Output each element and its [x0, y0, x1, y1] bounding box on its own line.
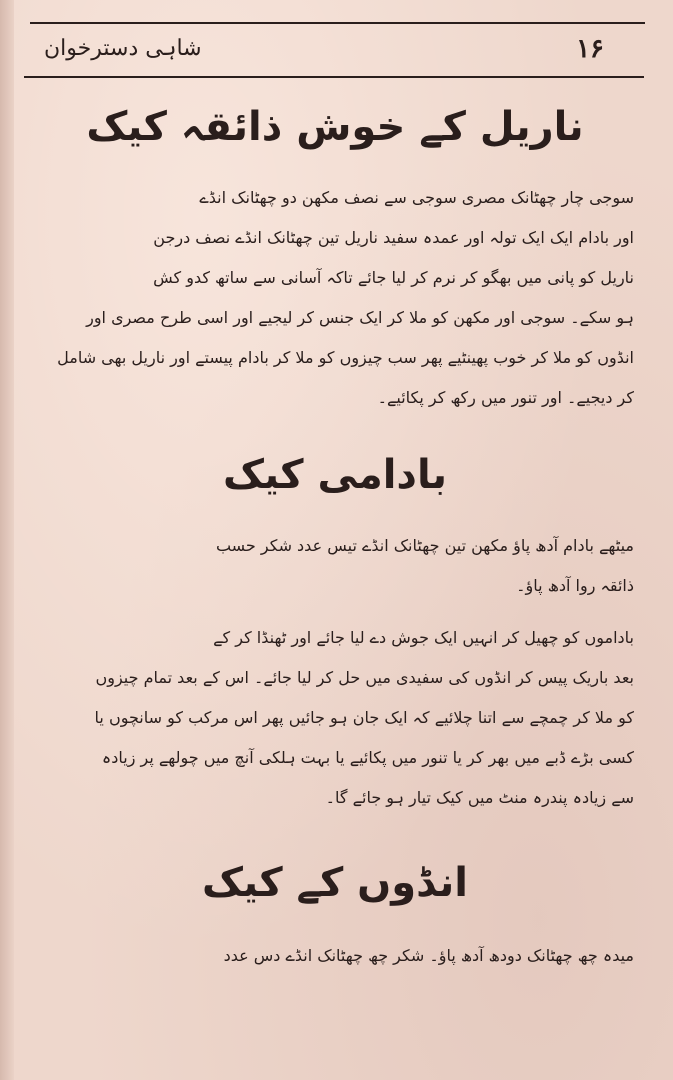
header-top-rule — [30, 22, 645, 24]
text-line: ذائقہ روا آدھ پاؤ۔ — [516, 576, 634, 595]
text-line: اور بادام ایک ایک تولہ اور عمدہ سفید ناریل تین چھٹانک انڈے نصف درجن — [153, 228, 634, 247]
section-heading: ناریل کے خوش ذائقہ کیک — [86, 104, 584, 150]
text-line: باداموں کو چھیل کر انہیں ایک جوش دے لیا جائے اور ٹھنڈا کر کے — [213, 628, 634, 647]
header-bottom-rule — [24, 76, 644, 78]
text-line: میٹھے بادام آدھ پاؤ مکھن تین چھٹانک انڈے تیس عدد شکر حسب — [215, 536, 634, 555]
section-body — [30, 526, 634, 818]
section-heading: بادامی کیک — [223, 452, 447, 498]
text-line: بعد باریک پیس کر انڈوں کی سفیدی میں حل کر لیا جائے۔ اس کے بعد تمام چیزوں — [95, 668, 634, 687]
text-line: ناریل کو پانی میں بھگو کر نرم کر لیا جائے تاکہ آسانی سے ساتھ کدو کش — [153, 268, 634, 287]
page-header — [30, 28, 630, 74]
page-binding-edge — [0, 0, 14, 1080]
text-line: کو ملا کر چمچے سے اتنا چلائیے کہ ایک جان ہو جائیں پھر اس مرکب کو سانچوں یا — [94, 708, 634, 727]
page-number: ۱۶ — [576, 34, 604, 64]
text-line: کسی بڑے ڈبے میں بھر کر یا تنور میں پکائیے یا بہت ہلکی آنچ میں چولھے پر زیادہ — [101, 748, 634, 767]
text-line: سے زیادہ پندرہ منٹ میں کیک تیار ہو جائے گا۔ — [325, 788, 634, 807]
text-line: انڈوں کو ملا کر خوب پھینٹیے پھر سب چیزوں کو ملا کر بادام پیستے اور ناریل بھی شامل — [57, 348, 634, 367]
text-line: ہو سکے۔ سوجی اور مکھن کو ملا کر ایک جنس کر لیجیے اور اسی طرح مصری اور — [86, 308, 634, 327]
section-heading: انڈوں کے کیک — [202, 860, 468, 906]
text-line: سوجی چار چھٹانک مصری سوجی سے نصف مکھن دو چھٹانک انڈے — [199, 188, 634, 207]
section-body — [30, 178, 634, 418]
text-line: میدہ چھ چھٹانک دودھ آدھ پاؤ۔ شکر چھ چھٹانک انڈے دس عدد — [223, 946, 634, 965]
text-line: کر دیجیے۔ اور تنور میں رکھ کر پکائیے۔ — [377, 388, 634, 407]
running-title: شاہی دسترخوان — [44, 36, 202, 61]
section-body — [30, 936, 634, 976]
